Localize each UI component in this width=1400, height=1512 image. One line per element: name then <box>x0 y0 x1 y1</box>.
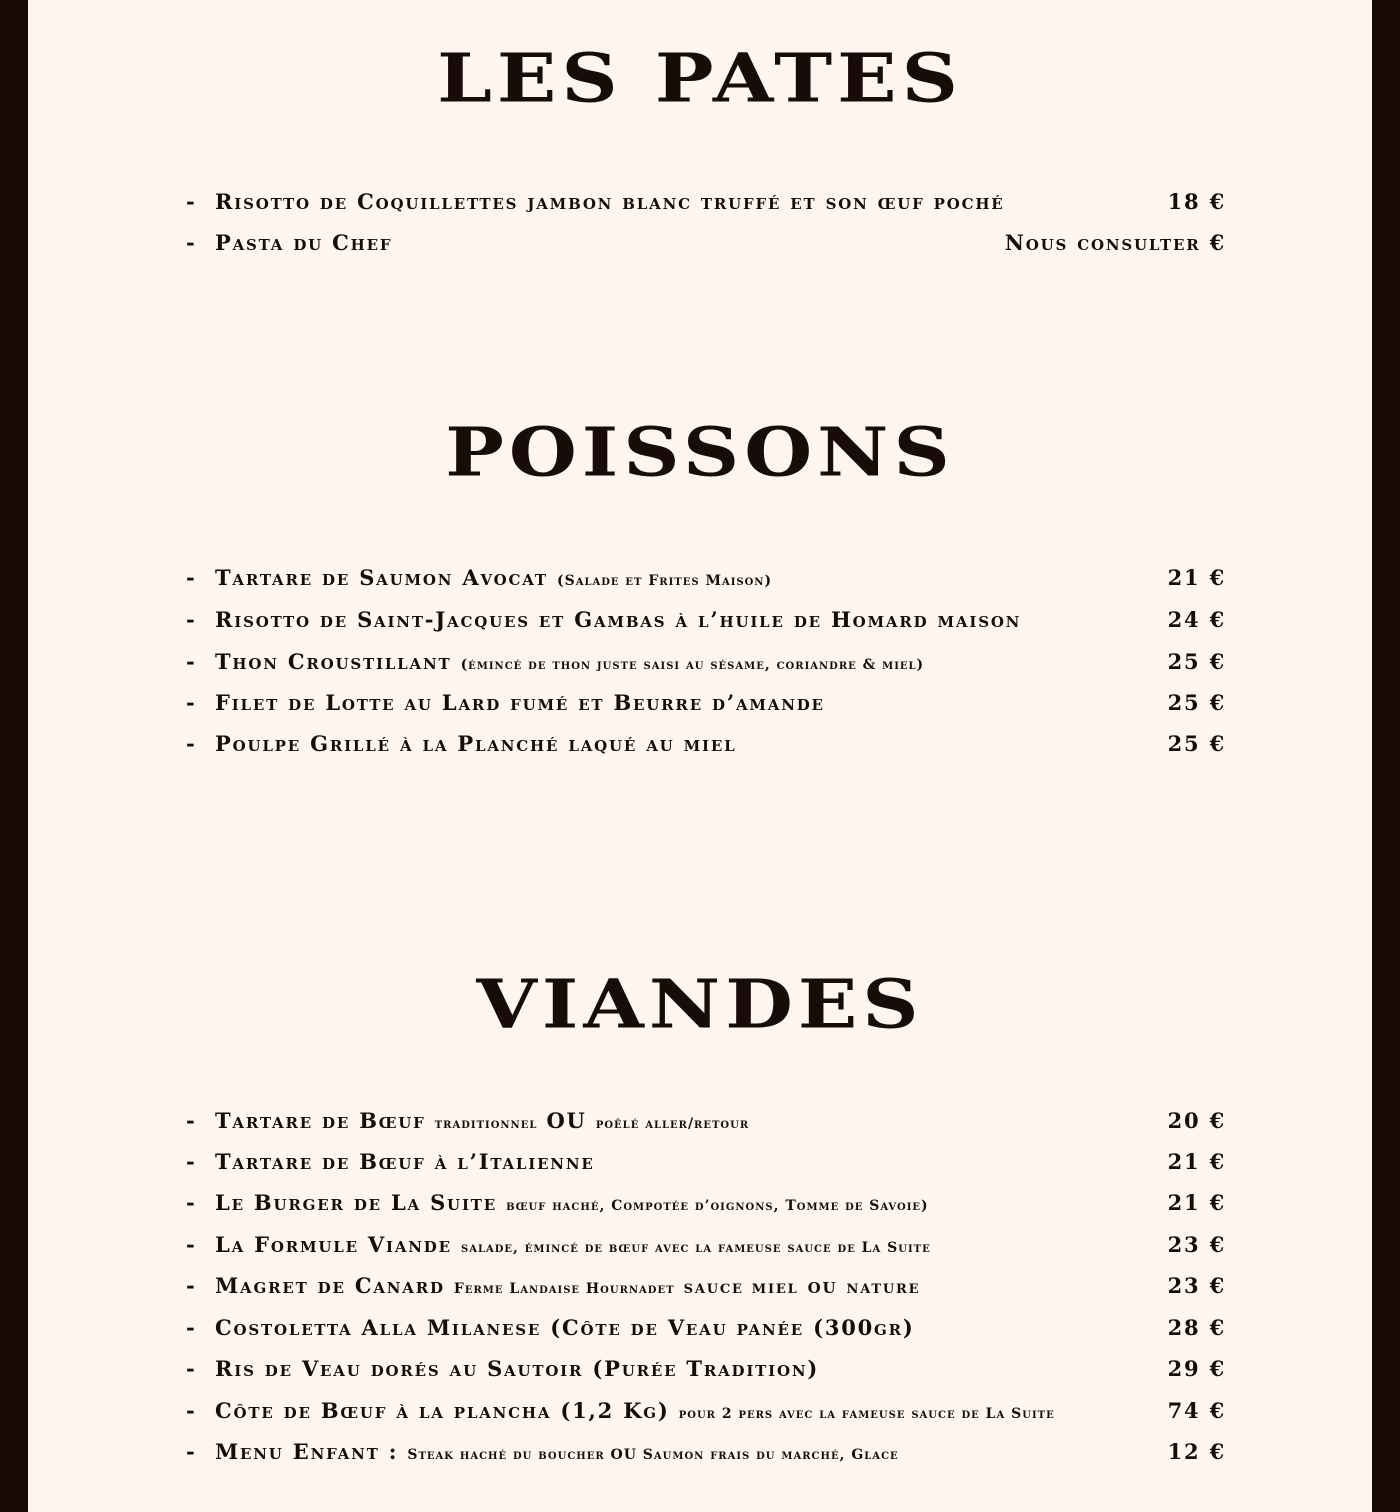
item-name: Côte de Bœuf à la plancha (1,2 Kg) <box>215 1398 670 1423</box>
item-name: Tartare de Saumon Avocat <box>215 565 548 590</box>
item-sauce: sauce miel <box>683 1277 799 1298</box>
item-note: Steak haché du boucher OU Saumon frais du marché, Glace <box>407 1447 899 1463</box>
item-name: Pasta du Chef <box>215 230 393 255</box>
item-name: Costoletta Alla Milanese (Côte de Veau panée (300gr) <box>215 1315 915 1340</box>
item-price: 24 € <box>1167 607 1226 632</box>
item-or: OU <box>546 1108 587 1133</box>
item-note: bœuf haché, Compotée d’oignons, Tomme de Savoie) <box>506 1198 929 1214</box>
menu-item: - Thon Croustillant (émincé de thon juste saisi au sésame, coriandre & miel) 25 € <box>186 649 1226 674</box>
menu-item: - Pasta du Chef Nous consulter € <box>186 230 1226 255</box>
item-price: 25 € <box>1167 731 1226 756</box>
item-note: poêlé aller/retour <box>595 1116 750 1132</box>
item-name: Le Burger de La Suite <box>215 1190 497 1215</box>
menu-item: - Tartare de Bœuf à l’Italienne 21 € <box>186 1149 1226 1174</box>
item-note: salade, émincé de bœuf avec la fameuse sauce de La Suite <box>460 1240 931 1256</box>
item-price: 12 € <box>1167 1439 1226 1464</box>
menu-item: - Côte de Bœuf à la plancha (1,2 Kg) pour 2 pers avec la fameuse sauce de La Suite 74 € <box>186 1398 1226 1423</box>
item-note: (Salade et Frites Maison) <box>556 573 773 589</box>
item-name: Tartare de Bœuf à l’Italienne <box>215 1149 595 1174</box>
item-note: traditionnel <box>434 1116 538 1132</box>
item-name: Poulpe Grillé à la Planché laqué au miel <box>215 731 737 756</box>
item-price: 25 € <box>1167 649 1226 674</box>
item-price: 23 € <box>1167 1232 1226 1257</box>
item-price: 18 € <box>1167 189 1226 214</box>
menu-item: - Tartare de Saumon Avocat (Salade et Frites Maison) 21 € <box>186 565 1226 590</box>
section-title-pates: LES PATES <box>437 39 963 118</box>
item-note: (émincé de thon juste saisi au sésame, coriandre & miel) <box>460 657 925 673</box>
item-price: 21 € <box>1167 1149 1226 1174</box>
menu-item: - Poulpe Grillé à la Planché laqué au miel 25 € <box>186 731 1226 756</box>
item-or: ou <box>807 1273 838 1298</box>
menu-item: - Costoletta Alla Milanese (Côte de Veau panée (300gr) 28 € <box>186 1315 1226 1340</box>
item-note: Ferme Landaise Hournadet <box>453 1281 675 1297</box>
menu-item: - Risotto de Coquillettes jambon blanc truffé et son œuf poché 18 € <box>186 189 1226 214</box>
menu-item: - Menu Enfant : Steak haché du boucher OU Saumon frais du marché, Glace 12 € <box>186 1439 1226 1464</box>
item-price: 23 € <box>1167 1273 1226 1298</box>
item-price: 21 € <box>1167 1190 1226 1215</box>
section-title-viandes: VIANDES <box>476 965 924 1044</box>
item-name: La Formule Viande <box>215 1232 452 1257</box>
menu-item: - Ris de Veau dorés au Sautoir (Purée Tradition) 29 € <box>186 1356 1226 1381</box>
item-name: Risotto de Saint-Jacques et Gambas à l’huile de Homard maison <box>215 607 1022 632</box>
item-name: Magret de Canard <box>215 1273 445 1298</box>
item-price: 20 € <box>1167 1108 1226 1133</box>
item-price: Nous consulter € <box>1004 230 1226 255</box>
item-name: Menu Enfant : <box>215 1439 399 1464</box>
item-name: Filet de Lotte au Lard fumé et Beurre d’amande <box>215 690 825 715</box>
item-note: pour 2 pers avec la fameuse sauce de La Suite <box>678 1406 1055 1422</box>
menu-item: - Filet de Lotte au Lard fumé et Beurre d’amande 25 € <box>186 690 1226 715</box>
menu-item: - Risotto de Saint-Jacques et Gambas à l’huile de Homard maison 24 € <box>186 607 1226 632</box>
section-title-poissons: POISSONS <box>445 413 955 492</box>
item-name: Thon Croustillant <box>215 649 452 674</box>
item-name: Risotto de Coquillettes jambon blanc truffé et son œuf poché <box>215 189 1005 214</box>
item-price: 21 € <box>1167 565 1226 590</box>
item-price: 74 € <box>1167 1398 1226 1423</box>
item-name: Tartare de Bœuf <box>215 1108 426 1133</box>
item-price: 29 € <box>1167 1356 1226 1381</box>
menu-item: - La Formule Viande salade, émincé de bœuf avec la fameuse sauce de La Suite 23 € <box>186 1232 1226 1257</box>
item-name: Ris de Veau dorés au Sautoir (Purée Tradition) <box>215 1356 820 1381</box>
item-price: 25 € <box>1167 690 1226 715</box>
menu-item: - Magret de Canard Ferme Landaise Hournadet sauce miel ou nature 23 € <box>186 1273 1226 1298</box>
item-price: 28 € <box>1167 1315 1226 1340</box>
menu-item: - Le Burger de La Suite bœuf haché, Compotée d’oignons, Tomme de Savoie) 21 € <box>186 1190 1226 1215</box>
item-nature: nature <box>846 1277 921 1298</box>
menu-item: - Tartare de Bœuf traditionnel OU poêlé aller/retour 20 € <box>186 1108 1226 1133</box>
